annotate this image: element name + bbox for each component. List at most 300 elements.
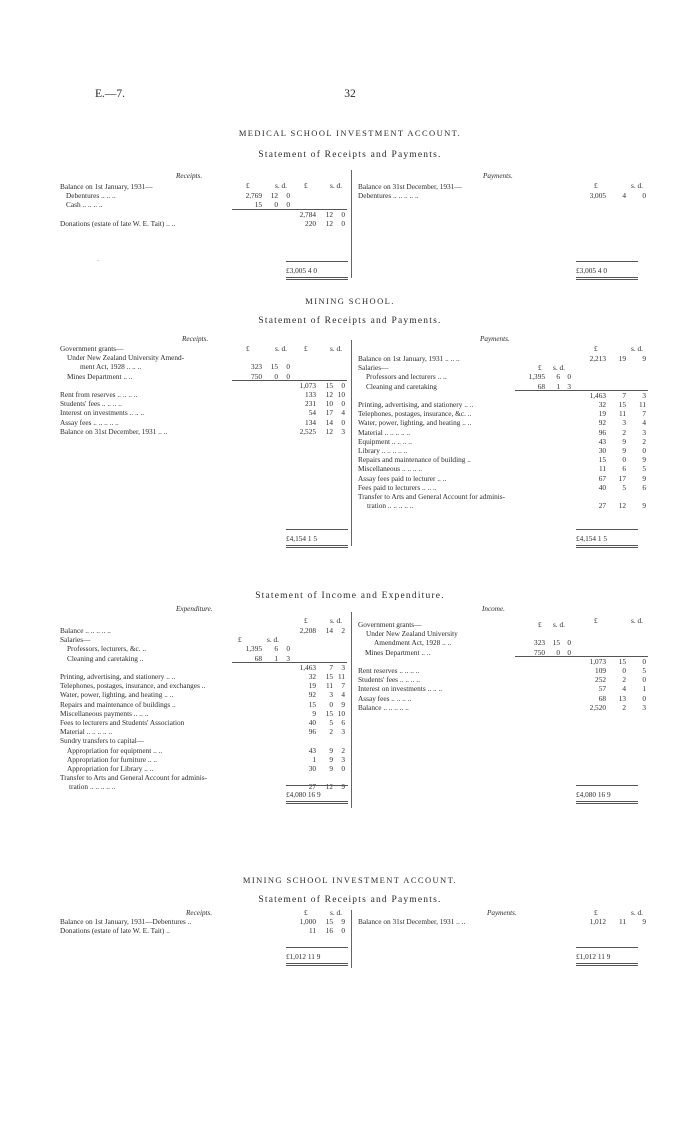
table-row [0,446,700,455]
amount-pence: 1 [642,684,646,694]
amount-pounds: 1,012 [589,917,606,926]
amount-pounds: 30 [598,446,606,455]
shillings-pence-header: s. d. [330,344,342,353]
table-row [0,684,700,693]
sub-amount-pounds: 68 [254,653,262,663]
sub-amount-shillings: 12 [270,191,278,201]
table-row [0,483,700,492]
sub-amount-shillings: 0 [274,371,278,381]
row-label: Assay fees .. .. .. .. .. [60,417,119,427]
row-label: Debentures .. .. .. .. .. [358,191,419,201]
amount-pence: 2 [341,745,345,755]
row-label: Miscellaneous .. .. .. .. [358,464,423,474]
sub-amount-pence: 3 [567,381,571,391]
row-label: Balance .. .. .. .. .. [358,702,409,712]
table-row [0,694,700,703]
pound-column-header: £ [594,181,598,190]
amount-pence: 9 [642,354,646,363]
amount-pence: 9 [642,473,646,483]
table-row [0,773,700,782]
row-label: Transfer to Arts and General Account for adminis- [60,773,208,783]
amount-shillings: 5 [329,718,333,727]
row-label: Balance on 1st January, 1931— [60,182,153,191]
amount-pounds: 1,463 [299,662,316,672]
table-row [0,391,700,400]
amount-pounds: 109 [595,666,606,675]
sub-amount-pence: 0 [567,638,571,648]
table-row [0,629,700,638]
amount-shillings: 12 [325,390,333,399]
table-row [0,703,700,712]
row-label: Assay fees paid to lecturer .. .. [358,473,447,483]
left-heading: Receipts. [176,172,203,180]
row-label: Miscellaneous payments .. .. .. [60,708,149,718]
amount-pence: 2 [642,436,646,446]
row-label: Appropriation for Library .. .. [67,764,154,773]
shillings-pence-header: s. d. [631,908,643,917]
amount-pence: 3 [341,754,345,764]
sub-amount-pence: 0 [286,362,290,372]
amount-pence: 9 [642,501,646,511]
amount-pence: 7 [341,681,345,691]
amount-pounds: 27 [308,782,316,792]
sub-amount-pounds: 1,395 [528,372,545,382]
shillings-pence-header: s. d. [330,181,342,190]
mining-school-subtitle: Statement of Receipts and Payments. [258,316,442,326]
amount-pence: 6 [642,482,646,492]
sub-amount-shillings: 1 [274,653,278,663]
row-label: Rent reserves .. .. .. .. [358,666,420,675]
amount-shillings: 11 [618,917,626,926]
sub-amount-pounds: 323 [534,638,545,648]
inline-pound-header: £ [538,620,542,629]
right-heading: Payments. [483,172,513,180]
total-rule [286,261,348,262]
pound-column-header: £ [304,908,308,917]
pound-column-header: £ [594,344,598,353]
mining-investment-subtitle: Statement of Receipts and Payments. [258,895,442,905]
row-label: ment Act, 1928 .. .. .. [80,362,142,372]
amount-pence: 0 [341,399,345,409]
shillings-pence-header: s. d. [330,616,342,625]
sub-amount-shillings: 0 [274,200,278,210]
total-double-rule [286,545,348,548]
amount-shillings: 9 [329,745,333,755]
amount-shillings: 12 [325,209,333,219]
table-row [0,200,700,209]
row-label: Repairs and maintenance of buildings .. [60,699,176,709]
row-label: Telephones, postages, insurance, and exchanges .. [60,681,206,691]
row-label: Assay fees .. .. .. .. [358,693,412,703]
amount-shillings: 6 [622,464,626,474]
amount-pounds: 252 [595,675,606,685]
page-header [0,88,700,102]
amount-pounds: 15 [308,699,316,709]
amount-shillings: 9 [622,436,626,446]
amount-pence: 3 [642,702,646,712]
amount-pence: 0 [642,675,646,685]
row-label: Printing, advertising, and stationery .. .. [60,672,176,681]
amount-shillings: 3 [622,418,626,428]
total-amount: £1,012 11 9 [286,952,321,961]
amount-shillings: 5 [622,482,626,492]
row-label: Sundry transfers to capital— [60,736,145,746]
amount-shillings: 15 [325,708,333,718]
amount-pounds: 67 [598,473,606,483]
row-label: Donations (estate of late W. E. Tait) .. .. [60,218,176,228]
inline-pound-header: £ [538,363,542,373]
sub-amount-pence: 0 [567,372,571,382]
amount-pounds: 92 [598,418,606,428]
row-label: Material .. .. .. .. .. [60,727,113,737]
amount-pounds: 1,463 [589,390,606,400]
medical-investment-title: MEDICAL SCHOOL INVESTMENT ACCOUNT. [238,128,462,138]
amount-pounds: 32 [308,672,316,681]
table-row [0,409,700,418]
row-label: Telephones, postages, insurance, &c. .. [358,409,472,419]
amount-pounds: 30 [308,764,316,773]
table-row [0,675,700,684]
total-amount: £4,154 1 5 [576,534,608,543]
row-label: Government grants— [358,620,422,629]
amount-pence: 0 [642,693,646,703]
row-label: Students' fees .. .. .. .. [358,675,420,685]
amount-pounds: 15 [598,455,606,465]
shillings-pence-header: s. d. [631,181,643,190]
table-row [0,354,700,363]
row-label: Government grants— [60,344,124,353]
table-row [0,400,700,409]
table-row [0,926,700,935]
row-label: Amendment Act, 1928 .. .. [374,638,452,648]
amount-shillings: 15 [618,400,626,409]
amount-pounds: 1 [312,754,316,764]
amount-pence: 10 [337,390,345,399]
table-row [0,718,700,727]
left-heading: Expenditure. [176,605,213,613]
table-row [0,363,700,372]
amount-pence: 3 [341,662,345,672]
amount-shillings: 17 [325,408,333,418]
total-amount: £4,080 16 9 [286,790,321,799]
amount-shillings: 12 [325,426,333,436]
amount-pounds: 40 [308,718,316,727]
sub-amount-shillings: 6 [274,644,278,654]
amount-shillings: 17 [618,473,626,483]
amount-shillings: 0 [622,455,626,465]
amount-shillings: 15 [325,672,333,681]
shillings-pence-subheader: s. d. [275,344,287,353]
table-row [0,437,700,446]
amount-pence: 2 [341,626,345,635]
row-label: Balance .. .. .. .. .. [60,626,111,635]
sub-amount-pence: 3 [286,653,290,663]
amount-pence: 11 [337,672,345,681]
amount-pounds: 2,784 [299,209,316,219]
medical-investment-subtitle: Statement of Receipts and Payments. [258,150,442,160]
amount-pounds: 133 [305,390,316,399]
sub-amount-pounds: 1,395 [245,644,262,654]
sub-amount-pounds: 750 [251,371,262,381]
pound-column-header: £ [304,616,308,625]
subtotal-rule [232,209,347,210]
amount-pounds: 43 [308,745,316,755]
row-label: Interest on investments .. .. .. [358,684,443,694]
row-label: Equipment .. .. .. .. [358,436,412,446]
table-row [0,219,700,228]
sub-amount-shillings: 6 [556,372,560,382]
row-label: Material .. .. .. .. .. [358,427,411,437]
amount-pounds: 1,073 [589,656,606,666]
amount-pence: 0 [341,417,345,427]
shillings-pence-header: s. d. [631,344,643,353]
amount-pounds: 2,520 [589,702,606,712]
row-label: Appropriation for furniture .. .. [67,754,157,764]
row-label: Salaries— [60,635,91,645]
amount-pounds: 231 [305,399,316,409]
amount-shillings: 11 [618,409,626,419]
total-amount: £4,154 1 5 [286,534,318,543]
amount-pence: 6 [341,718,345,727]
amount-pounds: 1,073 [299,380,316,390]
amount-pounds: 27 [598,501,606,511]
amount-shillings: 7 [329,662,333,672]
amount-pence: 3 [642,390,646,400]
row-label: Professors, lecturers, &c. .. [67,644,147,654]
row-label: Mines Department .. .. [365,647,431,657]
amount-pounds: 68 [598,693,606,703]
pound-subcolumn-header: £ [246,344,250,353]
sub-amount-pence: 0 [286,644,290,654]
total-rule [576,947,638,948]
row-label: Repairs and maintenance of building .. [358,455,471,465]
row-label: Donations (estate of late W. E. Tait) .. [60,926,170,936]
page-number: 32 [344,88,356,100]
row-label: tration .. .. .. .. .. [367,501,414,511]
amount-pence: 0 [341,380,345,390]
pound-subcolumn-header: £ [246,181,250,190]
amount-pence: 9 [642,917,646,926]
table-row [0,727,700,736]
row-label: Balance on 31st December, 1931 .. .. [358,917,466,926]
table-row [0,666,700,675]
amount-shillings: 15 [618,656,626,666]
total-double-rule [576,963,638,966]
table-row [0,191,700,200]
amount-pence: 0 [642,656,646,666]
subtotal-rule [515,656,648,657]
amount-pence: 9 [341,782,345,792]
amount-pounds: 11 [598,464,606,474]
amount-shillings: 7 [622,390,626,400]
amount-pounds: 57 [598,684,606,694]
sub-amount-pounds: 750 [534,647,545,657]
total-double-rule [286,963,348,966]
amount-shillings: 0 [329,699,333,709]
total-double-rule [576,277,638,280]
amount-shillings: 2 [622,675,626,685]
row-label: Balance on 1st January, 1931—Debentures .. [60,917,192,926]
amount-pounds: 3,005 [589,191,606,201]
sub-amount-pounds: 68 [537,381,545,391]
row-label: Cash .. .. .. .. [66,200,103,210]
sub-amount-shillings: 0 [556,647,560,657]
total-double-rule [286,801,348,804]
amount-pence: 0 [341,218,345,228]
row-label: Rent from reserves .. .. .. .. [60,390,138,399]
amount-shillings: 12 [618,501,626,511]
amount-pounds: 19 [598,409,606,419]
table-row [0,657,700,666]
amount-pounds: 2,208 [299,626,316,635]
row-label: Cleaning and caretaking [366,381,437,391]
inline-sd-header: s. d. [553,620,565,629]
amount-pounds: 2,525 [299,426,316,436]
amount-pence: 4 [341,690,345,700]
amount-shillings: 9 [329,754,333,764]
mining-investment-title: MINING SCHOOL INVESTMENT ACCOUNT. [242,875,458,885]
amount-shillings: 2 [329,727,333,737]
amount-pounds: 92 [308,690,316,700]
sub-amount-shillings: 15 [552,638,560,648]
amount-shillings: 16 [325,926,333,936]
pound-column-header: £ [594,616,598,625]
total-amount: £3,005 4 0 [286,266,318,275]
amount-pence: 4 [642,418,646,428]
total-amount: £4,080 16 9 [576,790,611,799]
amount-pence: 3 [341,727,345,737]
sub-amount-pounds: 323 [251,362,262,372]
table-row [0,492,700,501]
table-row [0,620,700,629]
amount-pounds: 134 [305,417,316,427]
amount-shillings: 2 [622,702,626,712]
amount-shillings: 13 [618,693,626,703]
total-double-rule [576,801,638,804]
table-row [0,764,700,773]
row-label: Cleaning and caretaking .. [67,653,144,663]
pound-column-header: £ [594,908,598,917]
row-label: Balance on 1st January, 1931 .. .. .. [358,354,460,363]
amount-pence: 3 [642,427,646,437]
amount-pence: 4 [341,408,345,418]
sub-amount-shillings: 1 [556,381,560,391]
amount-pounds: 43 [598,436,606,446]
amount-pounds: 2,213 [589,354,606,363]
row-label: Appropriation for equipment .. .. [67,745,163,755]
amount-pence: 5 [642,464,646,474]
subtotal-rule [515,390,648,391]
amount-pounds: 19 [308,681,316,691]
table-row [0,917,700,926]
total-rule [286,947,348,948]
row-label: Mines Department .. .. [67,371,133,381]
amount-pence: 0 [341,764,345,773]
right-heading: Payments. [487,909,517,917]
total-rule [286,529,348,530]
amount-shillings: 0 [622,666,626,675]
sub-amount-pence: 0 [286,191,290,201]
sub-amount-pence: 0 [286,200,290,210]
table-row [0,372,700,381]
row-label: Water, power, lighting, and heating .. .. [358,418,472,428]
table-row [0,182,700,191]
amount-shillings: 4 [622,684,626,694]
row-label: Fees paid to lecturers .. .. .. [358,482,437,492]
amount-shillings: 12 [325,218,333,228]
amount-shillings: 11 [325,681,333,691]
amount-pence: 0 [642,446,646,455]
amount-pence: 9 [341,917,345,926]
row-label: tration .. .. .. .. .. [69,782,116,792]
row-label: Fees to lecturers and Students' Association [60,718,185,727]
amount-pence: 11 [638,400,646,409]
left-heading: Receipts. [186,909,213,917]
table-row [0,455,700,464]
amount-shillings: 19 [618,354,626,363]
amount-shillings: 10 [325,399,333,409]
amount-shillings: 9 [622,446,626,455]
table-row [0,210,700,219]
table-row [0,474,700,483]
shillings-pence-header: s. d. [330,908,342,917]
amount-shillings: 2 [622,427,626,437]
amount-pence: 7 [642,409,646,419]
row-label: Under New Zealand University [366,629,458,639]
mining-school-title: MINING SCHOOL. [305,296,395,306]
amount-pence: 5 [642,666,646,675]
amount-pence: 3 [341,426,345,436]
amount-pounds: 1,000 [299,917,316,926]
row-label: Salaries— [358,363,389,373]
amount-pounds: 96 [598,427,606,437]
table-row [0,746,700,755]
amount-shillings: 12 [325,782,333,792]
total-double-rule [576,545,638,548]
row-label: Professors and lecturers .. .. [366,372,447,382]
amount-pounds: 96 [308,727,316,737]
table-row [0,501,700,510]
sub-amount-pence: 0 [567,647,571,657]
right-heading: Payments. [480,335,510,343]
total-rule [576,529,638,530]
left-heading: Receipts. [182,335,209,343]
row-label: Students' fees .. .. .. .. [60,399,122,409]
amount-pence: 0 [341,926,345,936]
amount-pence: 0 [642,191,646,201]
amount-pounds: 220 [305,218,316,228]
report-reference: E.—7. [95,88,126,100]
pound-column-header: £ [304,344,308,353]
table-row [0,736,700,745]
row-label: Water, power, lighting, and heating .. .. [60,690,174,700]
amount-pence: 0 [341,209,345,219]
amount-pence: 9 [341,699,345,709]
row-label: Balance on 31st December, 1931 .. .. [60,426,168,436]
table-row [0,638,700,647]
row-label: Interest on investments .. .. .. [60,408,145,418]
row-label: Library .. .. .. .. .. [358,446,408,455]
amount-shillings: 15 [325,380,333,390]
amount-shillings: 9 [329,764,333,773]
inline-pound-header: £ [238,635,242,645]
shillings-pence-subheader: s. d. [275,181,287,190]
inline-sd-header: s. d. [267,635,279,645]
row-label: Transfer to Arts and General Account for adminis- [358,492,506,501]
amount-shillings: 15 [325,917,333,926]
amount-pounds: 32 [598,400,606,409]
inline-sd-header: s. d. [553,363,565,373]
